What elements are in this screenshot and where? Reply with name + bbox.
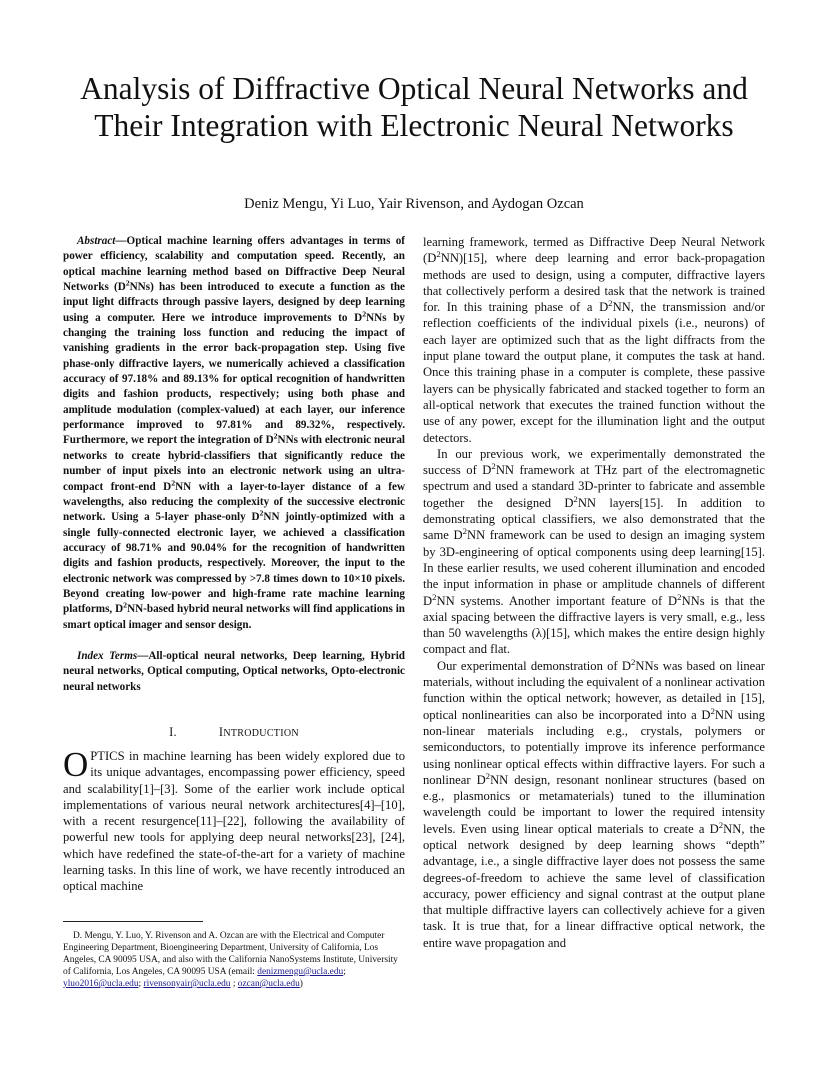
abstract-label: Abstract: [77, 235, 116, 247]
email-link[interactable]: ozcan@ucla.edu: [237, 979, 300, 990]
index-terms-text: —All-optical neural networks, Deep learning, Hybrid neural networks, Optical computing, Optical networks, Opto-electronic neural networks: [63, 649, 405, 693]
intro-paragraph: [63, 744, 405, 895]
paper-title: Analysis of Diffractive Optical Neural Networks and Their Integration with Electronic Neural Networks: [80, 71, 748, 143]
body-paragraph: [423, 446, 765, 658]
abstract-text: —Optical machine learning offers advantages in terms of power efficiency, scalability and computation speed. Recently, an optical machine learning method based on Diffractive Deep Neural Networks $(D^2NNs)$ has been introduced to execute a function as the input light diffracts through passive layers, designed by deep learning using a computer. Here we introduce improvements to $D^2NNs$ by changing the training loss function and reducing the impact of vanishing gradients in the error back-propagation step. Using five phase-only diffractive layers, we numerically achieved a classification accuracy of 97.18% and 89.13% for optical recognition of handwritten digits and fashion products, respectively; using both phase and amplitude modulation (complex-valued) at each layer, our inference performance improved to 97.81% and 89.32%, respectively. Furthermore, we report the integration of $D^2NNs$ with electronic neural networks to create hybrid-classifiers that significantly reduce the number of input pixels into an electronic network using an ultra-compact front-end $D^2NN$ with a layer-to-layer distance of a few wavelengths, also reducing the complexity of the successive electronic network. Using a 5-layer phase-only $D^2NN$ jointly-optimized with a single fully-connected electronic layer, we achieved a classification accuracy of 98.71% and 90.04% for the recognition of handwritten digits and fashion products, respectively. Moreover, the input to the electronic network was compressed by >7.8 times down to 10×10 pixels. Beyond creating low-power and high-frame rate machine learning platforms, $D^2NN$-based hybrid neural networks will find applications in smart optical imager and sensor design.: [63, 235, 406, 631]
paragraph-text: In our previous work, we experimentally demonstrated the success of $D^2NN$ framework at THz part of the electromagnetic spectrum and used a standard 3D-printer to fabricate and assemble together the designed $D^2NN$ layers[15]. In addition to demonstrating optical classifiers, we also demonstrated that the same $D^2NN$ framework can be used to design an imaging system by 3D-engineering of optical components using deep learning[15]. In these earlier results, we used coherent illumination and encoded the input information in phase or amplitude channels of different $D^2NN$ systems. Another important feature of $D^2NNs$ is that the axial spacing between the diffractive layers is very small, e.g., less than 50 wavelengths (λ)[15], which makes the entire design highly compact and flat.: [423, 446, 765, 657]
footnote-end: ): [299, 979, 303, 990]
intro-text: PTICS in machine learning has been widely explored due to its unique advantages, encompassing power efficiency, speed and scalability[1]–[3]. Some of the earlier work include optical implementations of various neural network architectures[4]–[10], with a recent resurgence[11]–[22], following the availability of powerful new tools for applying deep neural networks[23], [24], which have redefined the state-of-the-art for a variety of machine learning tasks. In this line of work, we have recently introduced an optical machine: [63, 748, 405, 894]
right-column: [423, 234, 765, 951]
body-paragraph: [423, 658, 765, 951]
email-link[interactable]: yluo2016@ucla.edu: [63, 979, 139, 990]
paragraph-text: Our experimental demonstration of $D^2NNs$ was based on linear materials, without including the equivalent of a nonlinear activation function within the optical network; however, as detailed in [15], optical nonlinearities can also be incorporated into a $D^2NN$ using non-linear materials including e.g., crystals, polymers or semiconductors, to potentially improve its inference performance using nonlinear optical effects within diffractive layers. For such a nonlinear $D^2NN$ design, resonant nonlinear structures (based on e.g., plasmonics or metamaterials) tuned to the illumination wavelength could be important to lower the required intensity levels. Even using linear optical materials to create a $D^2NN$, the optical network designed by deep learning shows “depth” advantage, i.e., a single diffractive layer does not possess the same degrees-of-freedom to achieve the same level of classification accuracy, power efficiency and signal contrast at the output plane that multiple diffractive layers can collectively achieve for a given task. It is true that, for a linear diffractive optical network, the entire wave propagation and: [423, 656, 765, 950]
email-link[interactable]: rivensonyair@ucla.edu: [143, 979, 231, 990]
footnote-text: D. Mengu, Y. Luo, Y. Rivenson and A. Ozcan are with the Electrical and Computer Engineering Department, Bioengineering Department, University of California, Los Angeles, CA 90095 USA, and also with the California NanoSystems Institute, University of California, Los Angeles, CA 90095 USA (email:: [63, 930, 398, 977]
section-heading: [63, 725, 405, 740]
left-column: [63, 234, 405, 990]
drop-cap: O: [63, 744, 89, 784]
footnote-rule: [63, 921, 203, 922]
body-paragraph: [423, 234, 765, 446]
paragraph-text: learning framework, termed as Diffractive Deep Neural Network $(D^2NN)[15]$, where deep learning and error back-propagation methods are used to design, using a computer, diffractive layers that collectively perform a desired task that the network is trained for. In this training phase of a $D^2NN$, the transmission and/or reflection coefficients of the individual pixels (i.e., neurons) of each layer are optimized such that as the light diffracts from the input plane toward the output plane, it computes the task at hand. Once this training phase in a computer is complete, these passive layers can be physically fabricated and stacked together to form an all-optical network that executes the trained function without the use of any power, except for the illumination light and the output detectors.: [423, 235, 766, 445]
section-title: INTRODUCTION: [218, 724, 299, 739]
email-link[interactable]: denizmengu@ucla.edu: [257, 966, 344, 977]
abstract: [63, 234, 405, 633]
author-list: Deniz Mengu, Yi Luo, Yair Rivenson, and Aydogan Ozcan: [244, 196, 584, 212]
index-terms: [63, 649, 405, 695]
section-number: I.: [169, 724, 177, 739]
affiliation-footnote: D. Mengu, Y. Luo, Y. Rivenson and A. Ozcan are with the Electrical and Computer Engineering Department, Bioengineering Department, University of California, Los Angeles, CA 90095 USA, and also with the California NanoSystems Institute, University of California, Los Angeles, CA 90095 USA (email: denizmengu@ucla.edu; yluo2016@ucla.edu; rivensonyair@ucla.edu ; ozcan@ucla.edu): [63, 930, 398, 990]
index-terms-label: Index Terms: [77, 649, 138, 662]
